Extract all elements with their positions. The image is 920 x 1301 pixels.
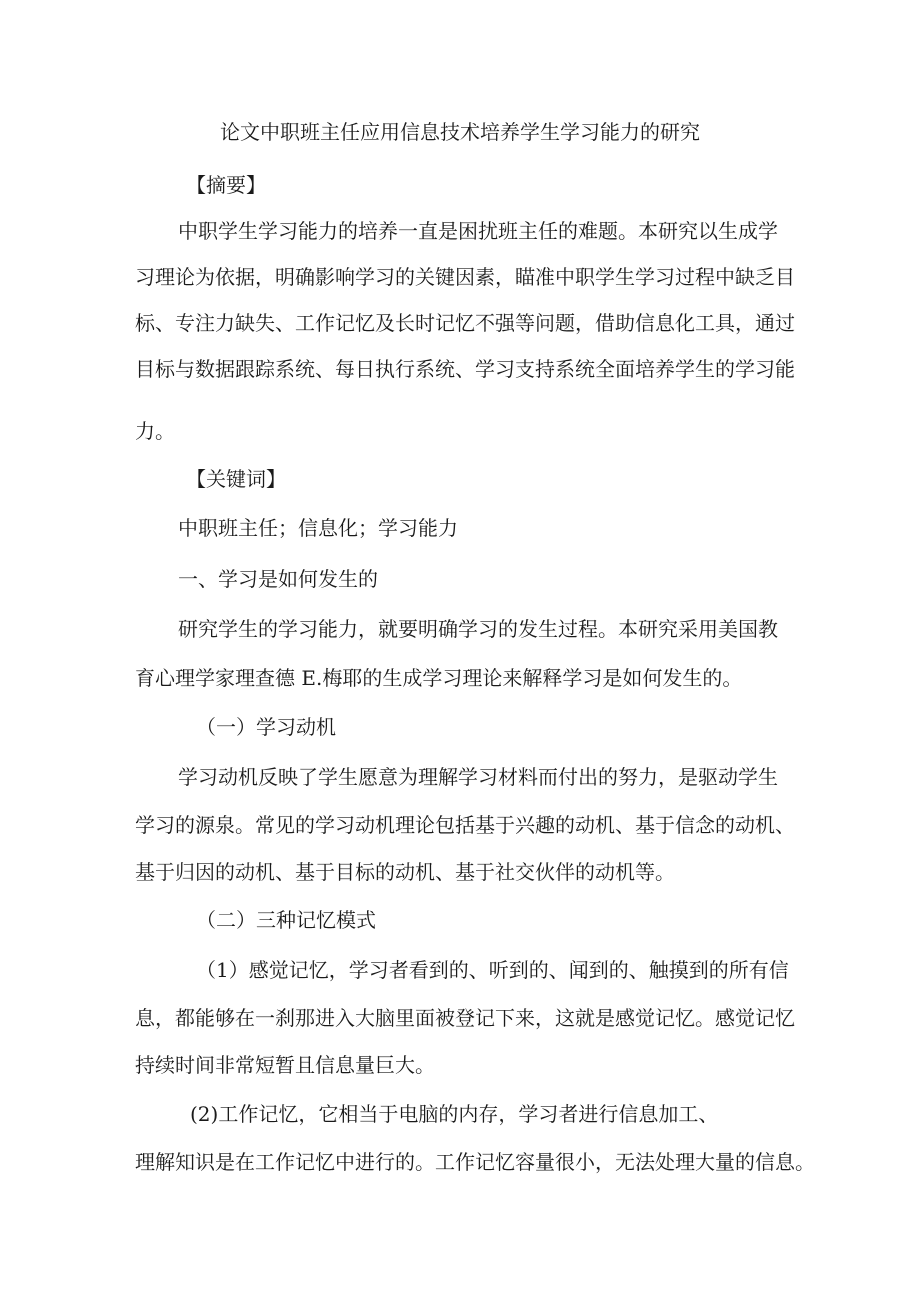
keywords-heading: 【关键词】 [186,467,286,491]
paragraph-line: 研究学生的学习能力，就要明确学习的发生过程。本研究采用美国教 [178,617,778,641]
paragraph-line: 基于归因的动机、基于目标的动机、基于社交伙伴的动机等。 [135,860,675,884]
abstract-line: 中职学生学习能力的培养一直是困扰班主任的难题。本研究以生成学 [178,219,778,243]
abstract-heading: 【摘要】 [186,173,266,197]
document-title: 论文中职班主任应用信息技术培养学生学习能力的研究 [220,120,700,144]
section-heading: 一、学习是如何发生的 [178,567,378,591]
abstract-line: 习理论为依据，明确影响学习的关键因素，瞄准中职学生学习过程中缺乏目 [135,265,795,289]
paragraph-line: 育心理学家理查德 E.梅耶的生成学习理论来解释学习是如何发生的。 [135,666,743,690]
keywords: 中职班主任；信息化；学习能力 [178,516,458,540]
paragraph-line: （1）感觉记忆，学习者看到的、听到的、闻到的、触摸到的所有信 [196,958,789,982]
paragraph-line: 息，都能够在一刹那进入大脑里面被登记下来，这就是感觉记忆。感觉记忆 [135,1006,795,1030]
paragraph-line: 持续时间非常短暂且信息量巨大。 [135,1053,435,1077]
abstract-line: 目标与数据跟踪系统、每日执行系统、学习支持系统全面培养学生的学习能 [135,357,795,381]
abstract-line: 力。 [135,419,175,443]
subsection-heading: （二）三种记忆模式 [196,908,376,932]
paragraph-line: 学习的源泉。常见的学习动机理论包括基于兴趣的动机、基于信念的动机、 [135,813,795,837]
paragraph-line: 理解知识是在工作记忆中进行的。工作记忆容量很小，无法处理大量的信息。 [135,1150,815,1174]
subsection-heading: （一）学习动机 [196,715,336,739]
paragraph-line: 学习动机反映了学生愿意为理解学习材料而付出的努力，是驱动学生 [178,765,778,789]
paragraph-line: (2)工作记忆，它相当于电脑的内存，学习者进行信息加工、 [190,1102,719,1126]
abstract-line: 标、专注力缺失、工作记忆及长时记忆不强等问题，借助信息化工具，通过 [135,311,795,335]
